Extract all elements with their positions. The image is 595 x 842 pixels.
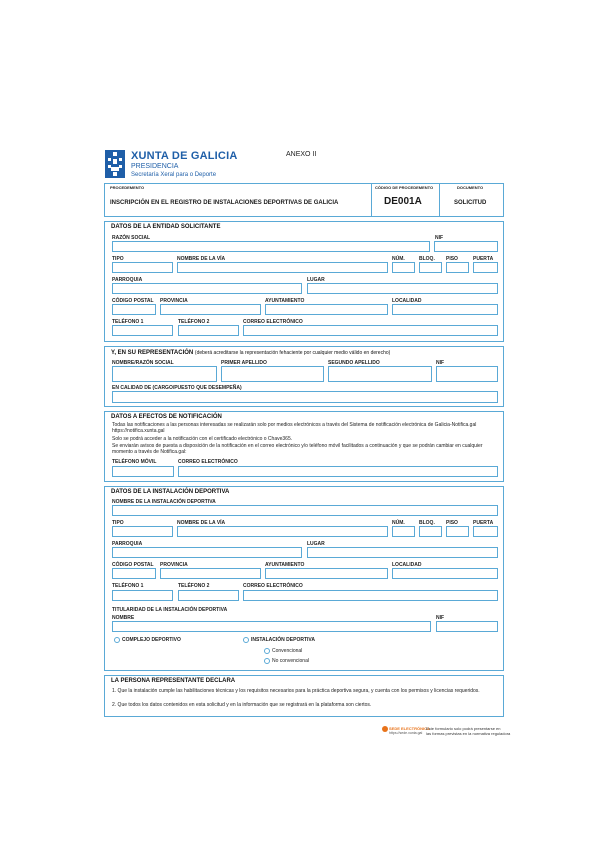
razon-social-label: RAZÓN SOCIAL (112, 235, 151, 241)
rep-calidad-label: EN CALIDAD DE (CARGO/PUESTO QUE DESEMPEÑA) (112, 385, 242, 391)
rep-note: (deberá acreditarse la representación fehaciente por cualquier medio válido en derecho) (194, 350, 391, 356)
rep-ap1-label: PRIMER APELLIDO (221, 360, 267, 366)
bloq-label: BLOQ. (419, 256, 435, 262)
provincia-label: PROVINCIA (160, 298, 188, 304)
num-field[interactable] (392, 262, 415, 273)
footer-text-1: Este formulario solo podrá presentarse en (426, 726, 501, 731)
inst-bloq-label: BLOQ. (419, 520, 435, 526)
puerta-field[interactable] (473, 262, 498, 273)
puerta-label: PUERTA (473, 256, 494, 262)
procedure-name: INSCRIPCIÓN EN EL REGISTRO DE INSTALACIONES DEPORTIVAS DE GALICIA (110, 200, 339, 206)
xunta-shield-icon (105, 150, 125, 178)
notif-paragraph-3: Se enviarán avisos de puesta a disposición de la notificación en el correo electrónico y/o teléfono móvil facilitados a continuación y que se podrán cambiar en cualquier momento a través de Notifica.gal: (112, 443, 483, 455)
inst-piso-label: PISO (446, 520, 458, 526)
cp-label: CÓDIGO POSTAL (112, 298, 154, 304)
inst-nombre-via-field[interactable] (177, 526, 388, 537)
rep-nif-field[interactable] (436, 366, 498, 382)
notif-email-label: CORREO ELECTRÓNICO (178, 459, 238, 465)
complejo-radio[interactable] (114, 637, 120, 643)
inst-tel1-label: TELÉFONO 1 (112, 583, 144, 589)
nif-field[interactable] (434, 241, 498, 252)
tel2-field[interactable] (178, 325, 239, 336)
tit-nif-field[interactable] (436, 621, 498, 632)
org-name: XUNTA DE GALICIA (131, 150, 238, 162)
notif-section-title: DATOS A EFECTOS DE NOTIFICACIÓN (111, 414, 222, 420)
tel1-field[interactable] (112, 325, 173, 336)
tel1-label: TELÉFONO 1 (112, 319, 144, 325)
inst-lugar-field[interactable] (307, 547, 498, 558)
entity-section (104, 221, 504, 342)
inst-ayuntamiento-field[interactable] (265, 568, 388, 579)
piso-label: PISO (446, 256, 458, 262)
rep-section-title (111, 350, 390, 357)
decl-item-1: 1. Que la instalación cumple las habilitaciones técnicas y los requisitos necesarios para la práctica deportiva segura, y cuenta con los permisos y licencias requeridos. (112, 688, 480, 694)
email-label: CORREO ELECTRÓNICO (243, 319, 303, 325)
no-convencional-radio[interactable] (264, 658, 270, 664)
parroquia-field[interactable] (112, 283, 302, 294)
complejo-label: COMPLEJO DEPORTIVO (122, 637, 181, 643)
ayuntamiento-label: AYUNTAMIENTO (265, 298, 305, 304)
rep-title: Y, EN SU REPRESENTACIÓN (111, 350, 194, 356)
inst-num-label: NÚM. (392, 520, 405, 526)
inst-tipo-field[interactable] (112, 526, 173, 537)
inst-parroquia-label: PARROQUIA (112, 541, 143, 547)
inst-bloq-field[interactable] (419, 526, 442, 537)
inst-nombre-label: NOMBRE DE LA INSTALACIÓN DEPORTIVA (112, 499, 216, 505)
inst-localidad-field[interactable] (392, 568, 498, 579)
inst-num-field[interactable] (392, 526, 415, 537)
inst-puerta-field[interactable] (473, 526, 498, 537)
tel2-label: TELÉFONO 2 (178, 319, 210, 325)
document-label: DOCUMENTO (457, 185, 484, 190)
xunta-logo (105, 150, 125, 178)
inst-tipo-label: TIPO (112, 520, 124, 526)
procedure-label: PROCEDEMENTO (110, 185, 145, 190)
inst-ayuntamiento-label: AYUNTAMIENTO (265, 562, 305, 568)
inst-nombre-via-label: NOMBRE DE LA VÍA (177, 520, 226, 526)
rep-ap2-field[interactable] (328, 366, 432, 382)
nombre-via-label: NOMBRE DE LA VÍA (177, 256, 226, 262)
sede-icon (382, 726, 388, 732)
tipo-label: TIPO (112, 256, 124, 262)
inst-cp-field[interactable] (112, 568, 156, 579)
tit-nif-label: NIF (436, 615, 445, 621)
rep-nombre-label: NOMBRE/RAZÓN SOCIAL (112, 360, 174, 366)
notif-email-field[interactable] (178, 466, 498, 477)
entity-section-title: DATOS DE LA ENTIDAD SOLICITANTE (111, 224, 221, 230)
inst-cp-label: CÓDIGO POSTAL (112, 562, 154, 568)
nombre-via-field[interactable] (177, 262, 388, 273)
rep-calidad-field[interactable] (112, 391, 498, 403)
tit-nombre-label: NOMBRE (112, 615, 135, 621)
tipo-field[interactable] (112, 262, 173, 273)
convencional-radio[interactable] (264, 648, 270, 654)
rep-nombre-field[interactable] (112, 366, 217, 382)
notif-paragraph-2: Solo se podrá acceder a la notificación con el certificado electrónico o Chave365. (112, 436, 293, 442)
document-type: SOLICITUD (454, 200, 487, 206)
inst-provincia-field[interactable] (160, 568, 261, 579)
decl-section-title: LA PERSONA REPRESENTANTE DECLARA (111, 678, 236, 684)
rep-ap1-field[interactable] (221, 366, 324, 382)
inst-tel2-label: TELÉFONO 2 (178, 583, 210, 589)
inst-parroquia-field[interactable] (112, 547, 302, 558)
ayuntamiento-field[interactable] (265, 304, 388, 315)
num-label: NÚM. (392, 256, 405, 262)
inst-nombre-field[interactable] (112, 505, 498, 516)
parroquia-label: PARROQUIA (112, 277, 143, 283)
footer-text-2: las formas previstas en la normativa reguladora (426, 731, 511, 736)
piso-field[interactable] (446, 262, 469, 273)
sede-url[interactable]: https://sede.xunta.gal (389, 731, 423, 735)
rep-ap2-label: SEGUNDO APELLIDO (328, 360, 380, 366)
inst-tel2-field[interactable] (178, 590, 239, 601)
decl-item-2: 2. Que todos los datos contenidos en esta solicitud y en la información que se registrará en la plataforma son ciertos. (112, 702, 372, 708)
rep-nif-label: NIF (436, 360, 445, 366)
notif-movil-label: TELÉFONO MÓVIL (112, 459, 157, 465)
inst-email-field[interactable] (243, 590, 498, 601)
procedure-code-label: CÓDIGO DE PROCEDEMENTO (375, 185, 434, 190)
inst-tel1-field[interactable] (112, 590, 173, 601)
org-subdept: Secretaría Xeral para o Deporte (131, 172, 217, 178)
inst-provincia-label: PROVINCIA (160, 562, 188, 568)
sede-label: SEDE ELECTRÓNICA (389, 726, 430, 731)
inst-email-label: CORREO ELECTRÓNICO (243, 583, 303, 589)
convencional-label: Convencional (272, 648, 303, 654)
no-convencional-label: No convencional (272, 658, 309, 664)
instalacion-radio[interactable] (243, 637, 249, 643)
localidad-label: LOCALIDAD (392, 298, 422, 304)
inst-lugar-label: LUGAR (307, 541, 325, 547)
org-dept: PRESIDENCIA (131, 163, 179, 170)
inst-localidad-label: LOCALIDAD (392, 562, 422, 568)
nif-label: NIF (435, 235, 444, 241)
notif-paragraph-1: Todas las notificaciones a las personas interesadas se realizarán solo por medios electrónicos a través del Sistema de notificación electrónica de Galicia-Notifica.gal https://notifica.xunta.gal (112, 422, 477, 434)
instalacion-label: INSTALACIÓN DEPORTIVA (251, 637, 315, 643)
localidad-field[interactable] (392, 304, 498, 315)
bloq-field[interactable] (419, 262, 442, 273)
inst-piso-field[interactable] (446, 526, 469, 537)
tit-nombre-field[interactable] (112, 621, 431, 632)
annex-title: ANEXO II (286, 151, 317, 158)
inst-section-title: DATOS DE LA INSTALACIÓN DEPORTIVA (111, 489, 230, 495)
notif-movil-field[interactable] (112, 466, 174, 477)
inst-puerta-label: PUERTA (473, 520, 494, 526)
lugar-field[interactable] (307, 283, 498, 294)
procedure-code: DE001A (384, 196, 422, 207)
lugar-label: LUGAR (307, 277, 325, 283)
titularidad-label: TITULARIDAD DE LA INSTALACIÓN DEPORTIVA (112, 607, 228, 613)
cp-field[interactable] (112, 304, 156, 315)
email-field[interactable] (243, 325, 498, 336)
razon-social-field[interactable] (112, 241, 430, 252)
provincia-field[interactable] (160, 304, 261, 315)
